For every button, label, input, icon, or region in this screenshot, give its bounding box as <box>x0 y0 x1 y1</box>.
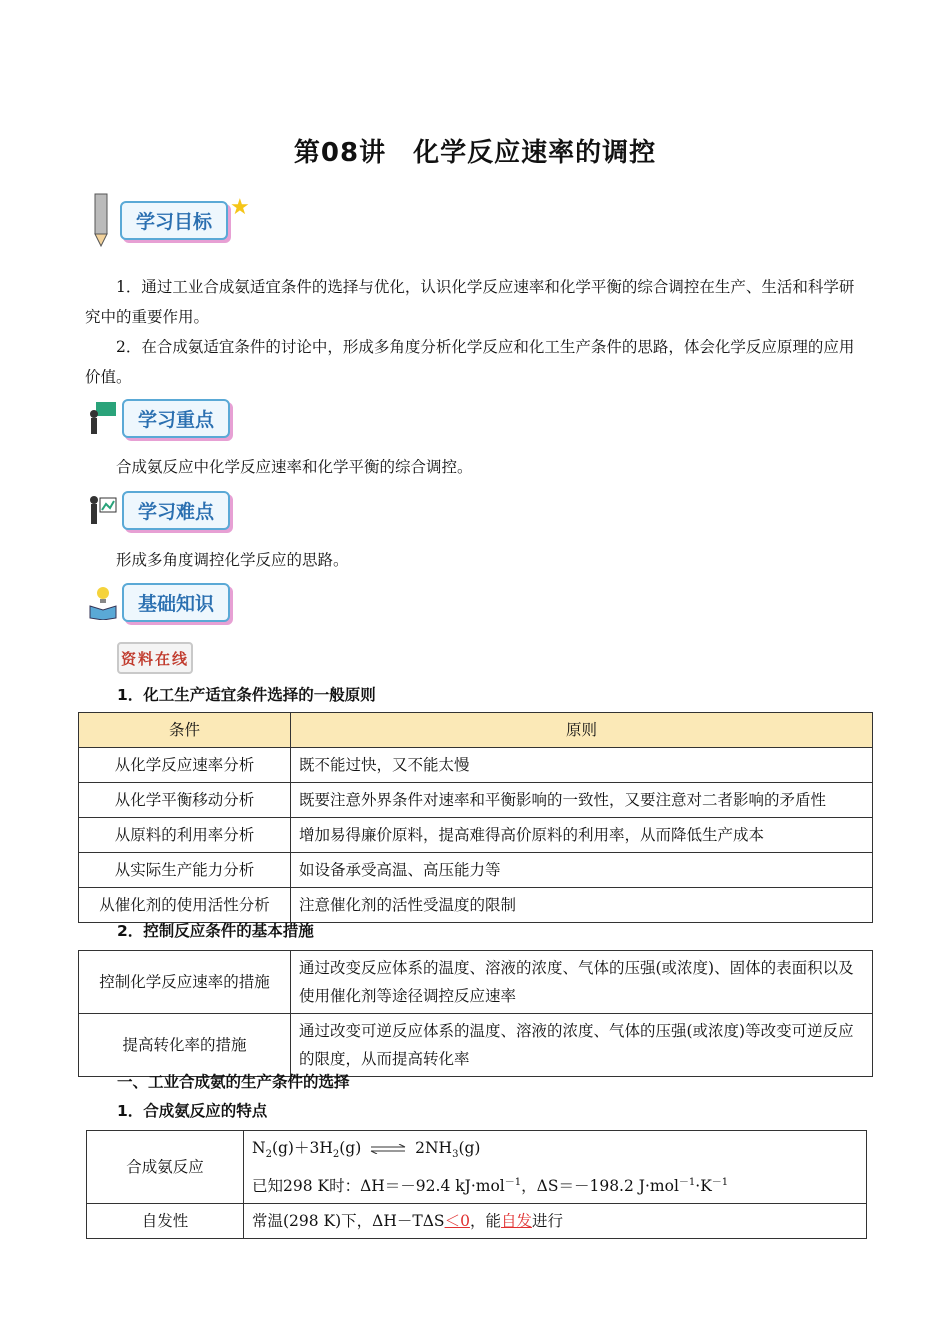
objectives-badge-label: 学习目标 <box>120 201 228 240</box>
table-cell: 通过改变可逆反应体系的温度、溶液的浓度、气体的压强(或浓度)等改变可逆反应的限度，从而提高转化率 <box>291 1014 873 1077</box>
difficulties-badge <box>88 490 230 530</box>
section1-heading: 1．化工生产适宜条件选择的一般原则 <box>117 686 376 704</box>
section2-heading: 2．控制反应条件的基本措施 <box>117 922 314 940</box>
difficulties-badge-label: 学习难点 <box>122 491 230 530</box>
table-header-row <box>79 713 873 748</box>
page-title: 第08讲 化学反应速率的调控 <box>293 138 657 168</box>
objective-1: 1．通过工业合成氨适宜条件的选择与优化，认识化学反应速率和化学平衡的综合调控在生产、生活和科学研究中的重要作用。 <box>85 278 855 326</box>
key-points-text: 合成氨反应中化学反应速率和化学平衡的综合调控。 <box>116 458 473 476</box>
table-cell: 如设备承受高温、高压能力等 <box>291 853 873 888</box>
table-row <box>79 951 873 1014</box>
table-row <box>87 1131 867 1204</box>
reaction-cell <box>244 1131 867 1204</box>
key-points-badge <box>88 398 230 438</box>
table-cell: 从原料的利用率分析 <box>79 818 291 853</box>
table-row <box>79 748 873 783</box>
part1-subheading: 1．合成氨反应的特点 <box>117 1102 268 1120</box>
key-points-badge-label: 学习重点 <box>122 399 230 438</box>
table-cell: 既不能过快，又不能太慢 <box>291 748 873 783</box>
table-cell: 自发性 <box>87 1204 244 1239</box>
table-row <box>79 818 873 853</box>
table-cell: 合成氨反应 <box>87 1131 244 1204</box>
reaction-equation: $N_2(g)+3H_2(g)$ $2NH_3(g)$ <box>252 1134 858 1169</box>
spontaneity-cell: 常温(298 K)下，ΔH－TΔS＜0，能自发进行 <box>244 1204 867 1239</box>
objectives-badge <box>86 194 250 240</box>
book-bulb-icon <box>88 582 118 622</box>
table-cell: 通过改变反应体系的温度、溶液的浓度、气体的压强(或浓度)、固体的表面积以及使用催化剂等途径调控反应速率 <box>291 951 873 1014</box>
table-header-cell: 条件 <box>79 713 291 748</box>
table-header-cell: 原则 <box>291 713 873 748</box>
basics-badge-label: 基础知识 <box>122 583 230 622</box>
table-cell: 控制化学反应速率的措施 <box>79 951 291 1014</box>
table-row <box>79 783 873 818</box>
objective-2: 2．在合成氨适宜条件的讨论中，形成多角度分析化学反应和化工生产条件的思路，体会化学反应原理的应用价值。 <box>85 338 855 386</box>
table-row <box>79 853 873 888</box>
reversible-arrow-icon <box>370 1135 406 1163</box>
part1-heading: 一、工业合成氨的生产条件的选择 <box>117 1073 350 1091</box>
star-icon: ★ <box>230 194 250 220</box>
table-row <box>87 1204 867 1239</box>
table-cell: 从催化剂的使用活性分析 <box>79 888 291 923</box>
pencil-icon <box>86 200 116 240</box>
basics-badge <box>88 582 230 622</box>
ammonia-table <box>86 1130 867 1239</box>
table-cell: 增加易得廉价原料，提高难得高价原料的利用率，从而降低生产成本 <box>291 818 873 853</box>
table-cell: 提高转化率的措施 <box>79 1014 291 1077</box>
principles-table <box>78 712 873 923</box>
presentation-icon <box>88 490 118 530</box>
table-cell: 从化学平衡移动分析 <box>79 783 291 818</box>
thermo-data: 已知298 K时：ΔH＝－92.4 kJ·mol$^{-1}$，ΔS＝－198.2 $J\cdot mol^{-1}\cdot K^{-1}$ <box>252 1177 729 1196</box>
measures-table <box>78 950 873 1077</box>
teacher-board-icon <box>88 398 118 438</box>
online-materials-badge: 资料在线 <box>117 642 193 674</box>
table-cell: 从实际生产能力分析 <box>79 853 291 888</box>
table-cell: 既要注意外界条件对速率和平衡影响的一致性，又要注意对二者影响的矛盾性 <box>291 783 873 818</box>
difficulties-text: 形成多角度调控化学反应的思路。 <box>116 551 349 569</box>
table-cell: 注意催化剂的活性受温度的限制 <box>291 888 873 923</box>
table-cell: 从化学反应速率分析 <box>79 748 291 783</box>
